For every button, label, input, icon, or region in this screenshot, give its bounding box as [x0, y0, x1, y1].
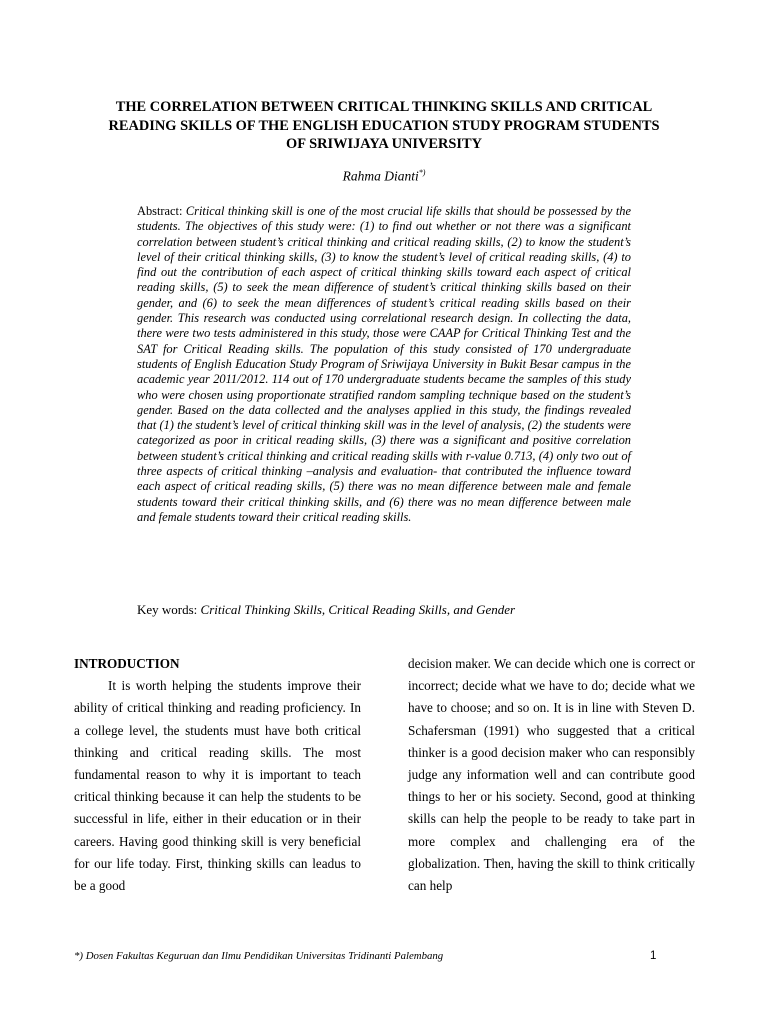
left-column [74, 653, 361, 897]
author-line [0, 168, 768, 185]
intro-paragraph-left: It is worth helping the students improve their ability of critical thinking and reading proficiency. In a college level, the students must have both critical thinking and critical reading skills. The most fundamental reason to why it is important to teach critical thinking because it can help the students to be successful in life, either in their education or in their careers. Having good thinking skill is very beneficial for our life today. First, thinking skills can leadus to be a good [74, 678, 361, 894]
keywords [137, 602, 631, 618]
abstract-label: Abstract: [137, 204, 183, 218]
right-column [408, 653, 695, 897]
intro-paragraph-right: decision maker. We can decide which one is correct or incorrect; decide what we have to do; decide what we have to choose; and so on. It is in line with Steven D. Schafersman (1991) who suggested that a critical thinker is a good decision maker who can responsibly judge any information well and can contribute good things to her or his society. Second, good at thinking skills can help the people to be ready to take part in more complex and challenging era of the globalization. Then, having the skill to think critically can help [408, 656, 695, 894]
paper-title: THE CORRELATION BETWEEN CRITICAL THINKING SKILLS AND CRITICAL READING SKILLS OF THE ENGLISH EDUCATION STUDY PROGRAM STUDENTS OF SRIWIJAYA UNIVERSITY [108, 99, 660, 152]
page-number: 1 [650, 950, 657, 962]
section-heading: INTRODUCTION [74, 656, 180, 671]
author-footnote-mark: *) [418, 168, 426, 177]
keywords-label: Key words: [137, 602, 198, 617]
keywords-text: Critical Thinking Skills, Critical Reading Skills, and Gender [200, 602, 516, 617]
footnote: *) Dosen Fakultas Keguruan dan Ilmu Pendidikan Universitas Tridinanti Palembang [74, 950, 444, 962]
abstract [137, 204, 631, 525]
author-name: Rahma Dianti [342, 168, 419, 184]
abstract-text: Critical thinking skill is one of the most crucial life skills that should be possessed by the students. The objectives of this study were: (1) to find out whether or not there was a significant correlation between student’s critical thinking and critical reading skills, (2) to know the student’s level of their critical thinking skills, (3) to know the student’s level of critical reading skills, (4) to find out the contribution of each aspect of critical thinking skills toward each aspect of critical reading skills, (5) to seek the mean difference of student’s critical thinking skills based on their gender, and (6) to seek the mean differences of student’s critical reading skills based on their gender. This research was conducted using correlational research design. In collecting the data, there were two tests administered in this study, those were CAAP for Critical Thinking Test and the SAT for Critical Reading skills. The population of this study consisted of 170 undergraduate students of English Education Study Program of Sriwijaya University in Bukit Besar campus in the academic year 2011/2012. 114 out of 170 undergraduate students became the samples of this study who were chosen using proportionate stratified random sampling technique based on the student’s gender. Based on the data collected and the analyses applied in this study, the findings revealed that (1) the student’s level of critical thinking skill was in the level of analysis, (2) the students were categorized as poor in critical reading skills, (3) there was a significant and positive correlation between student’s critical thinking and critical reading skills with r-value 0.713, (4) only two out of three aspects of critical thinking –analysis and evaluation- that contributed the influence toward each aspect of critical reading skills, (5) there was no mean difference between male and female students toward their critical thinking skills, and (6) there was no mean difference between male and female students toward their critical reading skills. [137, 204, 631, 524]
